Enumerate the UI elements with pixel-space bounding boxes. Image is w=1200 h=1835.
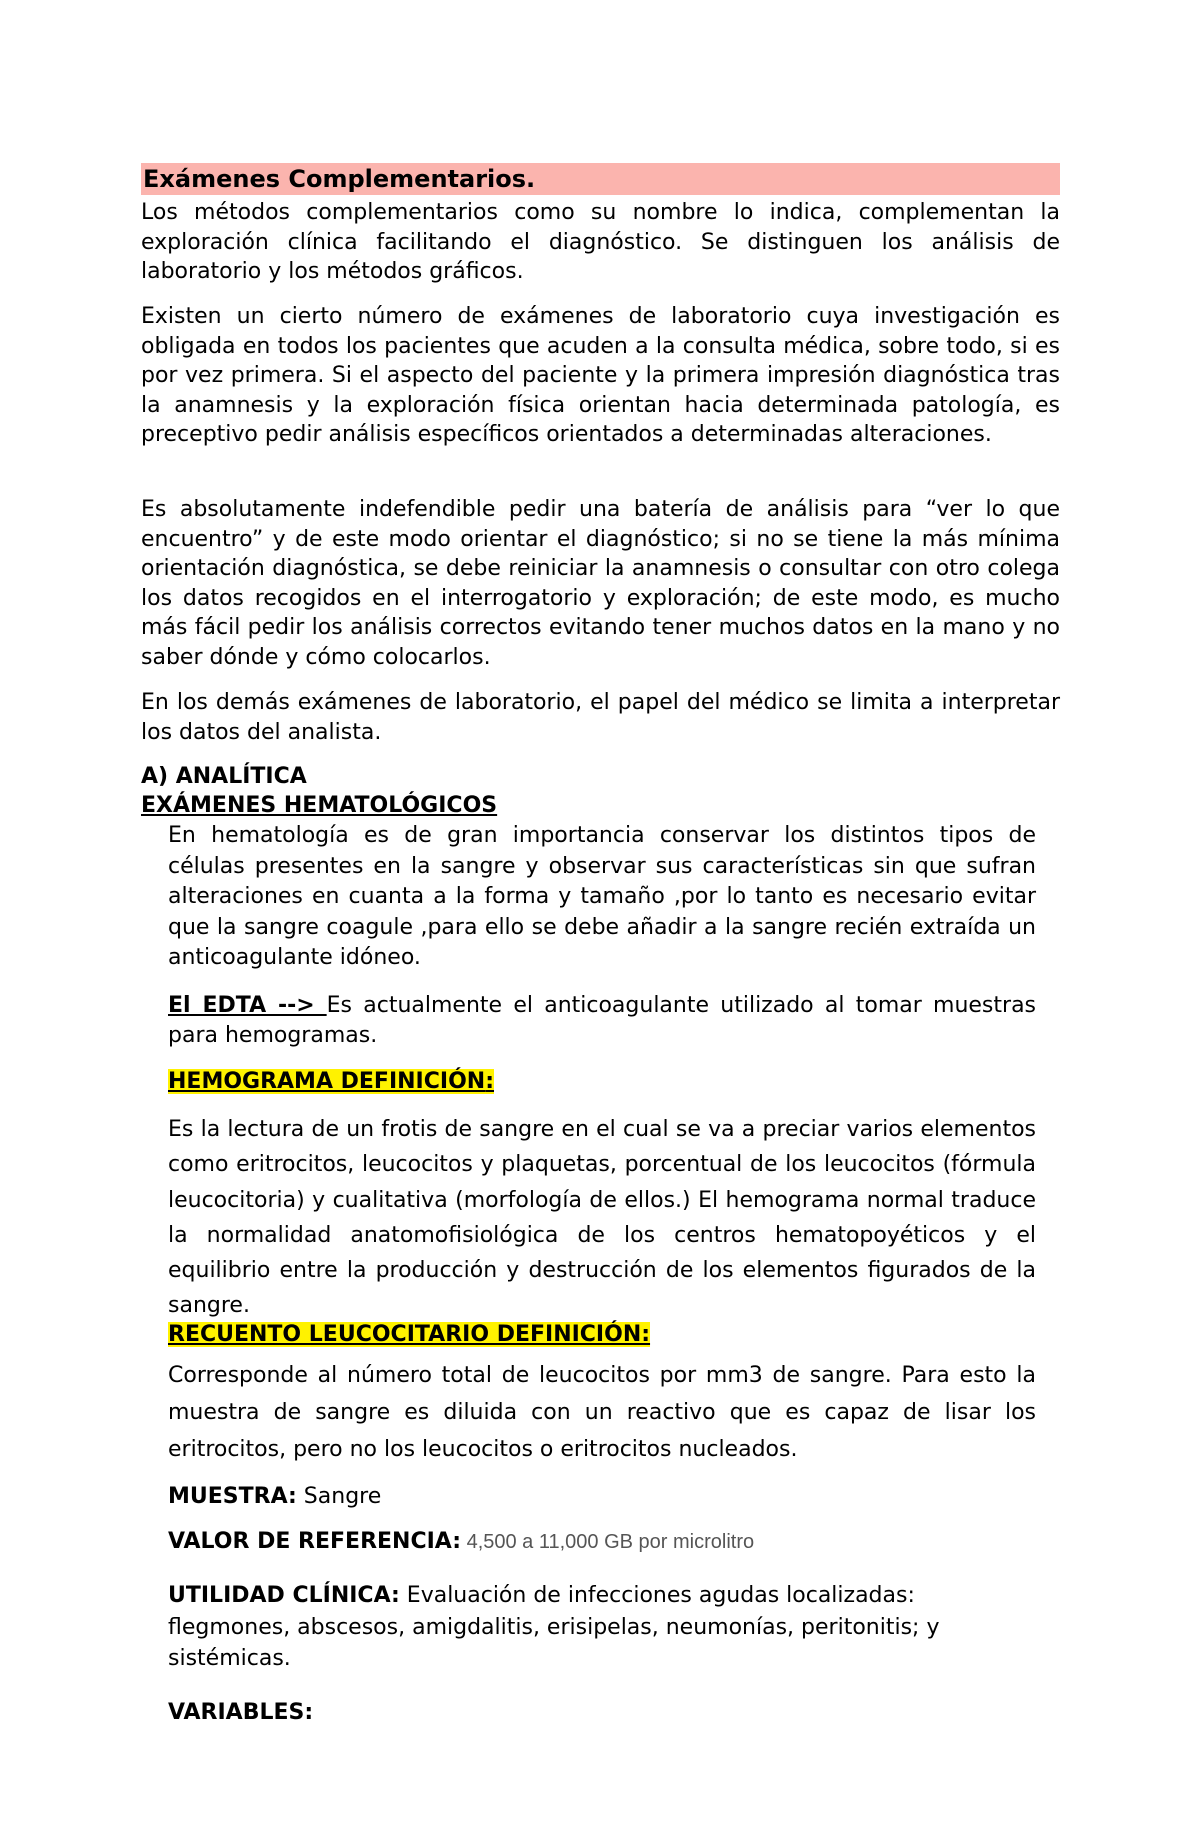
recuento-heading-text: RECUENTO LEUCOCITARIO DEFINICIÓN:	[168, 1322, 651, 1347]
paragraph-battery: Es absolutamente indefendible pedir una batería de análisis para “ver lo que encuentro” y de este modo orientar el diagnóstico; si no se tiene la más mínima orientación diagnóstica, se debe reiniciar la anamnesis o consultar con otro colega los datos recogidos en el interrogatorio y exploración; de este modo, es mucho más fácil pedir los análisis correctos evitando tener muchos datos en la mano y no saber dónde y cómo colocarlos.	[141, 497, 1060, 670]
edta-paragraph	[168, 991, 1036, 1051]
valor-referencia-line	[168, 1527, 754, 1557]
edta-label: El EDTA -->	[168, 993, 327, 1018]
utilidad-clinica-value: Evaluación de infecciones agudas localizadas: flegmones, abscesos, amigdalitis, erisipelas, neumonías, peritonitis; y sistémicas.	[168, 1583, 940, 1671]
valor-referencia-label: VALOR DE REFERENCIA:	[168, 1529, 462, 1554]
muestra-line	[168, 1482, 381, 1512]
document-title: Exámenes Complementarios.	[141, 163, 1060, 195]
hematology-paragraph: En hematología es de gran importancia conservar los distintos tipos de células presentes en la sangre y observar sus características sin que sufran alteraciones en cuanta a la forma y tamaño ,por lo tanto es necesario evitar que la sangre coagule ,para ello se debe añadir a la sangre recién extraída un anticoagulante idóneo.	[168, 823, 1036, 970]
hemograma-paragraph: Es la lectura de un frotis de sangre en el cual se va a preciar varios elementos como eritrocitos, leucocitos y plaquetas, porcentual de los leucocitos (fórmula leucocitoria) y cualitativa (morfología de ellos.) El hemograma normal traduce la normalidad anatomofisiológica de los centros hematopoyéticos y el equilibrio entre la producción y destrucción de los elementos figurados de la sangre.	[168, 1117, 1036, 1319]
hematology-heading: EXÁMENES HEMATOLÓGICOS	[141, 793, 498, 818]
muestra-value: Sangre	[296, 1484, 382, 1509]
hemograma-heading	[168, 1067, 494, 1097]
edta-text: Es actualmente el anticoagulante utilizado al tomar muestras para hemogramas.	[168, 993, 1037, 1048]
muestra-label: MUESTRA:	[168, 1484, 297, 1509]
recuento-heading	[168, 1320, 650, 1350]
section-a-heading: A) ANALÍTICA	[141, 764, 307, 789]
paragraph-laboratory: Existen un cierto número de exámenes de laboratorio cuya investigación es obligada en todos los pacientes que acuden a la consulta médica, sobre todo, si es por vez primera. Si el aspecto del paciente y la primera impresión diagnóstica tras la anamnesis y la exploración física orientan hacia determinada patología, es preceptivo pedir análisis específicos orientados a determinadas alteraciones.	[141, 304, 1060, 447]
hemograma-heading-colon: :	[485, 1069, 494, 1094]
utilidad-clinica-label: UTILIDAD CLÍNICA:	[168, 1583, 400, 1608]
paragraph-analyst: En los demás exámenes de laboratorio, el papel del médico se limita a interpretar los datos del analista.	[141, 690, 1060, 745]
paragraph-intro: Los métodos complementarios como su nombre lo indica, complementan la exploración clínica facilitando el diagnóstico. Se distinguen los análisis de laboratorio y los métodos gráficos.	[141, 200, 1060, 284]
recuento-paragraph: Corresponde al número total de leucocitos por mm3 de sangre. Para esto la muestra de sangre es diluida con un reactivo que es capaz de lisar los eritrocitos, pero no los leucocitos o eritrocitos nucleados.	[168, 1363, 1036, 1462]
utilidad-clinica-paragraph	[168, 1580, 1008, 1675]
valor-referencia-value: 4,500 a 11,000 GB por microlitro	[461, 1531, 755, 1553]
hemograma-heading-text: HEMOGRAMA DEFINICIÓN	[168, 1069, 486, 1094]
variables-label: VARIABLES:	[168, 1700, 314, 1725]
